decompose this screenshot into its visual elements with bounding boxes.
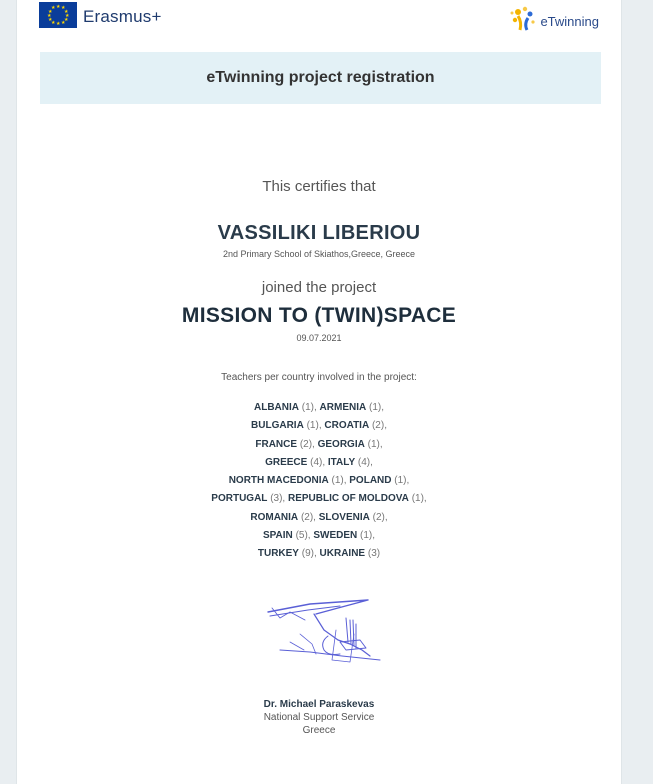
signature-image: [250, 590, 390, 670]
country-name: BULGARIA: [251, 420, 304, 432]
country-name: ITALY: [327, 456, 356, 468]
country-list: [17, 399, 621, 564]
country-name: SLOVENIA: [318, 511, 370, 523]
signatory-country: Greece: [302, 725, 336, 736]
country-teacher-count: (2),: [371, 420, 387, 432]
etwinning-logo: [508, 4, 599, 34]
country-line: [17, 545, 621, 563]
country-teacher-count: (2),: [299, 438, 315, 450]
recipient-school: 2nd Primary School of Skiathos,Greece, Greece: [222, 249, 416, 259]
recipient-name: VASSILIKI LIBERIOU: [217, 222, 421, 244]
country-teacher-count: (1),: [360, 530, 376, 542]
country-name: SWEDEN: [313, 530, 358, 542]
country-name: POLAND: [349, 475, 392, 487]
country-teacher-count: (1),: [306, 420, 322, 432]
etwinning-label: eTwinning: [540, 13, 599, 29]
country-line: [17, 527, 621, 545]
project-name: MISSION TO (TWIN)SPACE: [181, 304, 457, 327]
country-teacher-count: (1),: [331, 475, 347, 487]
country-teacher-count: (1),: [411, 493, 427, 505]
banner-title: eTwinning project registration: [206, 69, 435, 86]
country-line: [17, 490, 621, 508]
country-name: CROATIA: [324, 420, 370, 432]
country-line: [17, 399, 621, 417]
country-name: REPUBLIC OF MOLDOVA: [287, 493, 409, 505]
erasmus-label: Erasmus+: [83, 7, 162, 26]
certificate-page: [16, 0, 622, 784]
country-name: TURKEY: [257, 548, 299, 560]
signatory-name: Dr. Michael Paraskevas: [263, 699, 375, 710]
country-line: [17, 436, 621, 454]
erasmus-logo: [39, 2, 162, 28]
country-teacher-count: (5),: [295, 530, 311, 542]
etwinning-stars-icon: [508, 4, 538, 34]
country-name: PORTUGAL: [211, 493, 268, 505]
country-teacher-count: (4),: [310, 456, 326, 468]
country-name: UKRAINE: [319, 548, 366, 560]
certifies-text: This certifies that: [262, 178, 376, 195]
country-name: ALBANIA: [253, 402, 299, 413]
registration-date: 09.07.2021: [296, 333, 342, 343]
eu-flag-icon: ★ ★ ★ ★ ★ ★ ★ ★ ★ ★ ★ ★: [39, 2, 77, 28]
teachers-per-country-label: Teachers per country involved in the project:: [221, 372, 417, 383]
country-teacher-count: (3),: [270, 493, 286, 505]
country-teacher-count: (1),: [369, 402, 384, 413]
country-teacher-count: (2),: [372, 511, 388, 523]
country-line: [17, 454, 621, 472]
header: [39, 2, 599, 36]
joined-text: joined the project: [261, 279, 377, 296]
country-name: GREECE: [265, 456, 308, 468]
country-teacher-count: (1),: [367, 438, 383, 450]
country-teacher-count: (1),: [394, 475, 410, 487]
country-name: SPAIN: [262, 530, 293, 542]
country-name: FRANCE: [255, 438, 298, 450]
country-name: GEORGIA: [317, 438, 365, 450]
country-teacher-count: (1),: [301, 402, 317, 413]
country-teacher-count: (3): [367, 548, 381, 560]
country-teacher-count: (2),: [300, 511, 316, 523]
title-banner: [40, 52, 601, 104]
signatory-organization: National Support Service: [263, 712, 375, 723]
country-line: [17, 417, 621, 435]
country-name: NORTH MACEDONIA: [228, 475, 329, 487]
country-line: [17, 472, 621, 490]
country-name: ARMENIA: [319, 402, 367, 413]
country-line: [17, 509, 621, 527]
country-name: ROMANIA: [250, 511, 299, 523]
country-teacher-count: (9),: [301, 548, 317, 560]
country-teacher-count: (4),: [357, 456, 373, 468]
